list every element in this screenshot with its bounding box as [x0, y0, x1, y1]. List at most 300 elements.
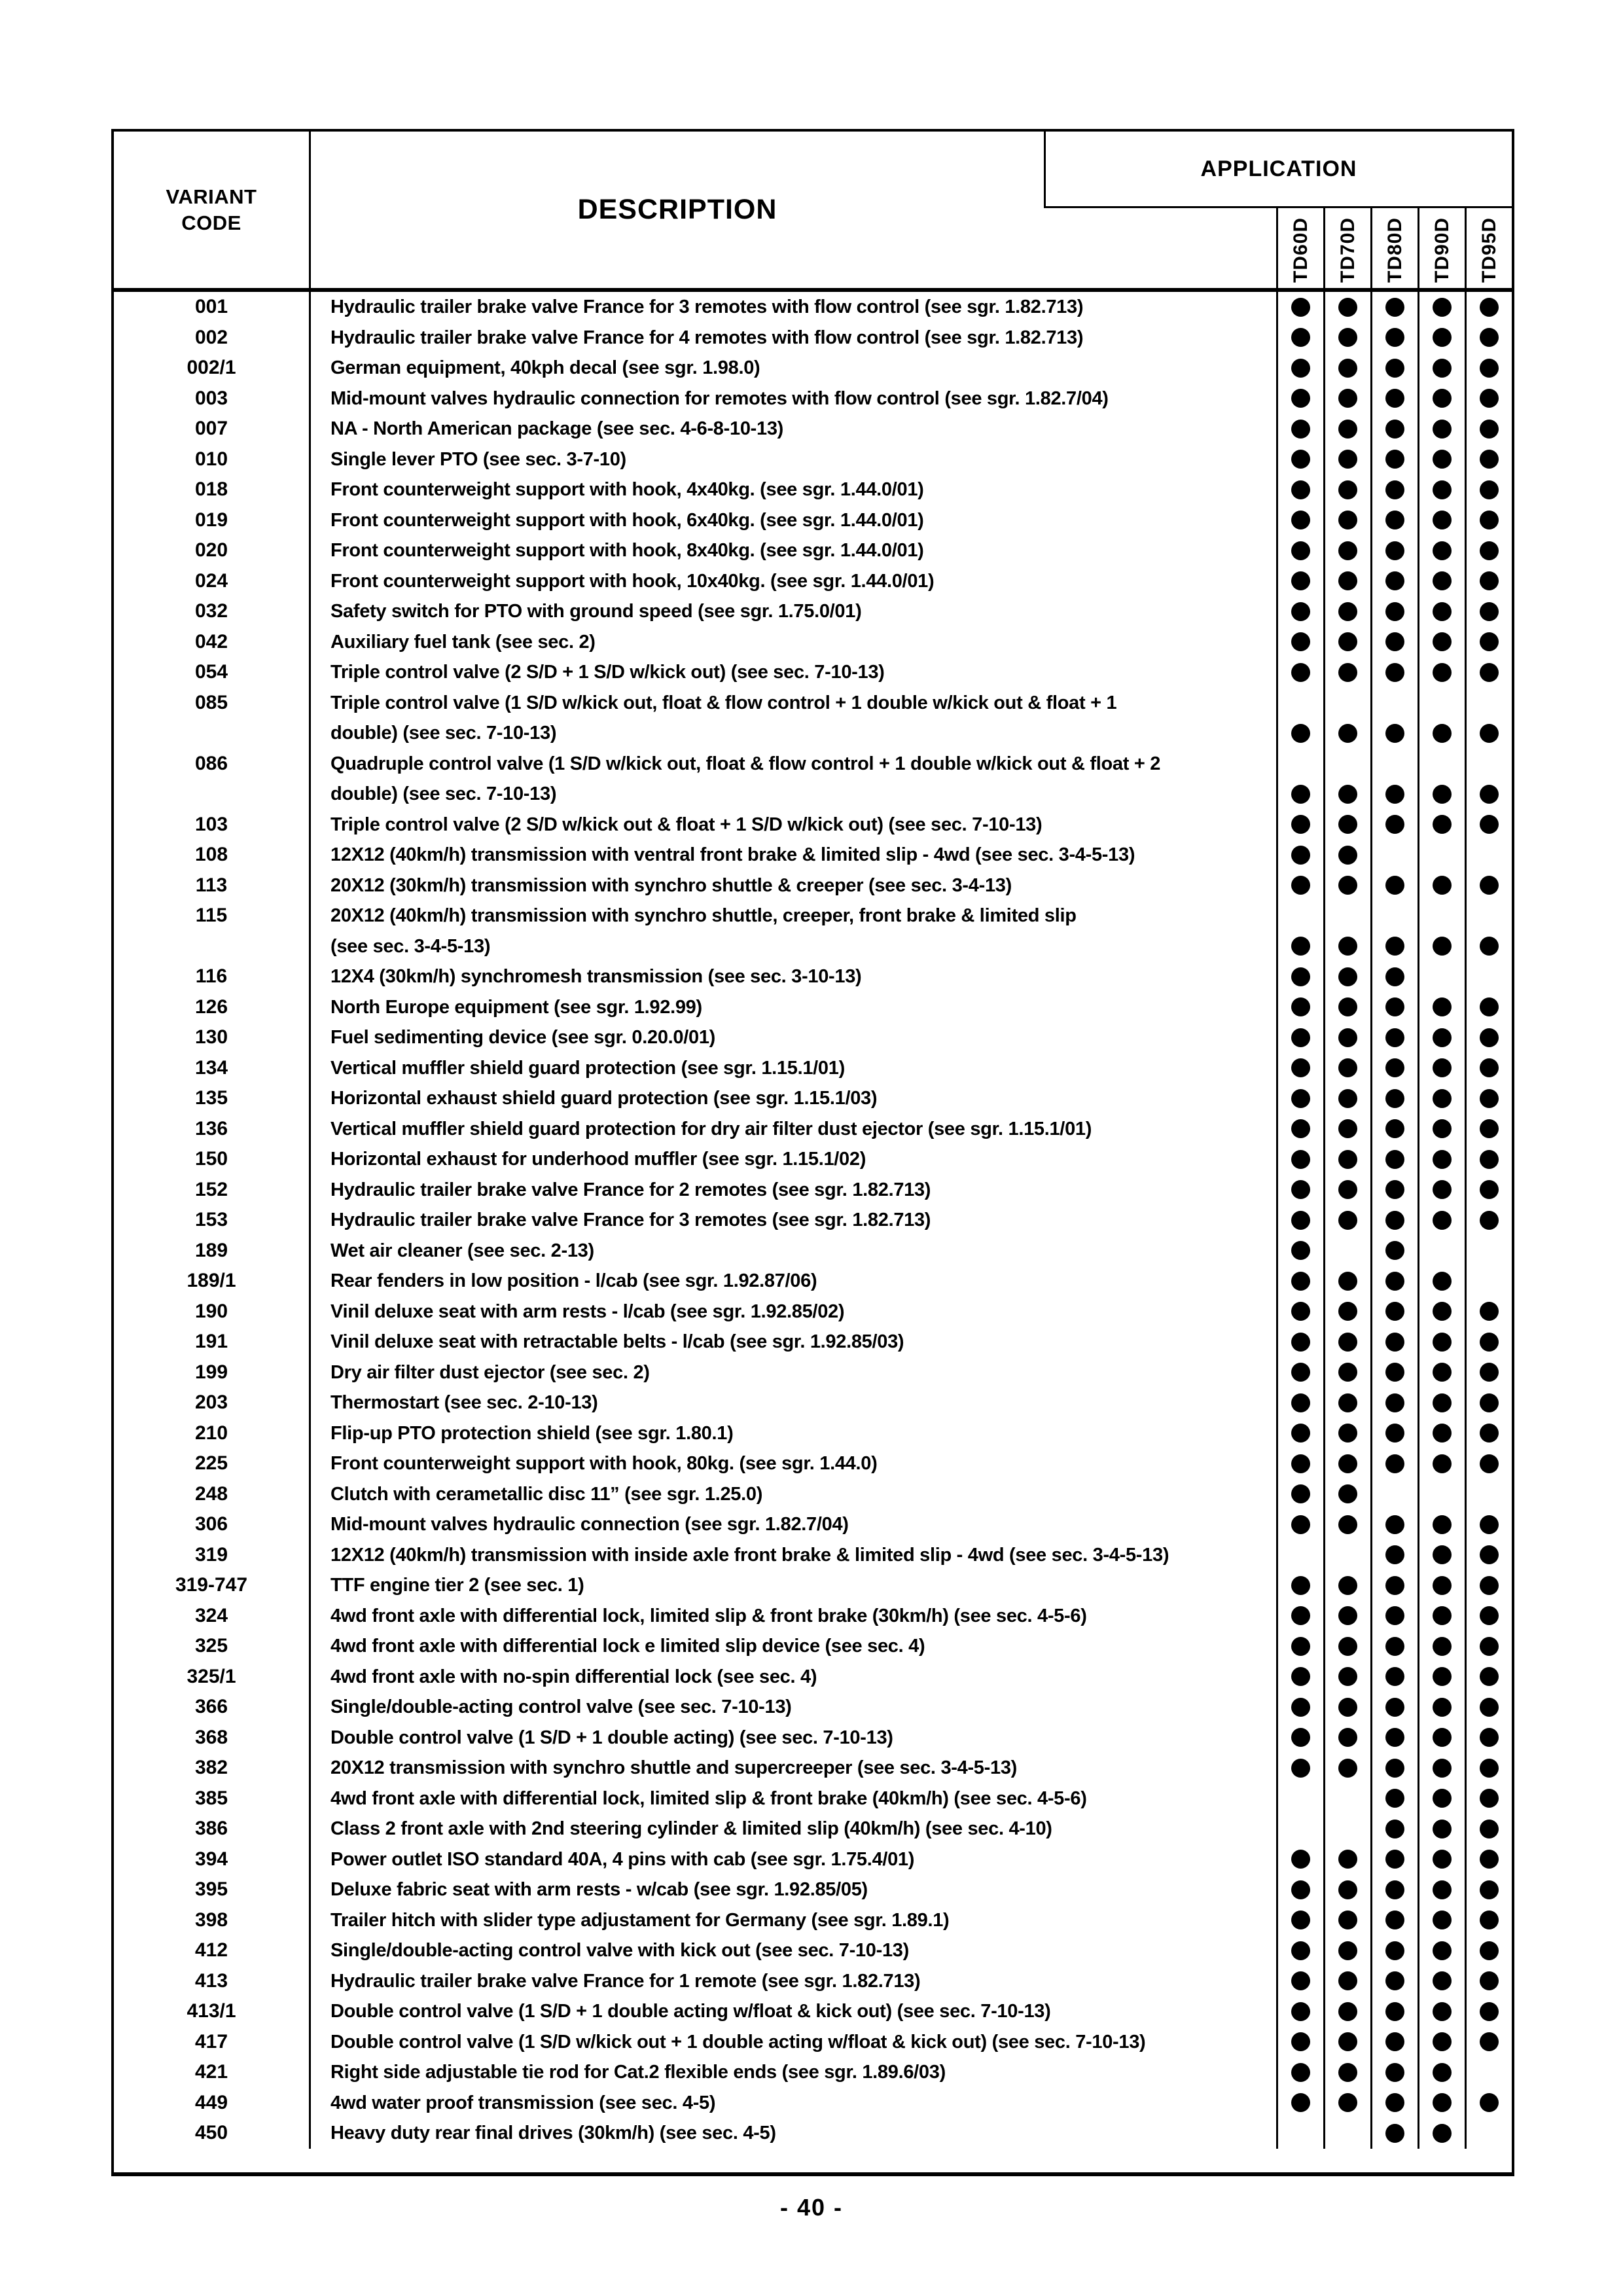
application-cell-td95d [1465, 1966, 1512, 1997]
applicable-dot-icon [1338, 1393, 1357, 1412]
applicable-dot-icon [1433, 2032, 1452, 2051]
application-cell-td90d [1418, 1114, 1465, 1145]
application-cell-td90d [1418, 444, 1465, 475]
applicable-dot-icon [1480, 328, 1499, 347]
application-cell-td90d [1418, 1357, 1465, 1388]
application-cell-td70d [1323, 627, 1370, 658]
applicable-dot-icon [1291, 1058, 1310, 1077]
variant-code-cell: 135 [114, 1083, 311, 1114]
applicable-dot-icon [1433, 359, 1452, 378]
variant-code-cell: 152 [114, 1175, 311, 1206]
model-column-header-td60d [1276, 208, 1323, 288]
applicable-dot-icon [1291, 1089, 1310, 1108]
applicable-dot-icon [1433, 937, 1452, 956]
application-cell-td70d [1323, 384, 1370, 414]
description-cell [311, 1966, 1276, 1997]
applicable-dot-icon [1385, 1545, 1404, 1564]
application-cell-td80d [1370, 2027, 1418, 2058]
application-cell-td95d [1465, 1022, 1512, 1053]
application-cell-td70d [1323, 535, 1370, 566]
applicable-dot-icon [1385, 1454, 1404, 1473]
table-row [114, 414, 1512, 444]
table-row [114, 444, 1512, 475]
application-cell-td80d [1370, 1175, 1418, 1206]
description-cell [311, 1205, 1276, 1236]
application-cell-td70d [1323, 1601, 1370, 1632]
description-line: Horizontal exhaust for underhood muffler (see sgr. 1.15.1/02) [330, 1149, 866, 1170]
application-cell-td70d [1323, 1905, 1370, 1936]
application-cell-td80d [1370, 505, 1418, 536]
description-line: Single lever PTO (see sec. 3-7-10) [330, 448, 626, 470]
applicable-dot-icon [1433, 1698, 1452, 1717]
applicable-dot-icon [1338, 420, 1357, 439]
application-cell-td60d [1276, 1053, 1323, 1084]
description-cell [311, 1388, 1276, 1418]
application-cell-td90d [1418, 475, 1465, 505]
application-cell-td80d [1370, 1297, 1418, 1327]
application-cell-td90d [1418, 1175, 1465, 1206]
applicable-dot-icon [1291, 1119, 1310, 1138]
table-row [114, 2057, 1512, 2088]
application-cell-td80d [1370, 1327, 1418, 1357]
description-line: Quadruple control valve (1 S/D w/kick out, float & flow control + 1 double w/kick out & float + 2 [330, 753, 1161, 774]
applicable-dot-icon [1433, 328, 1452, 347]
application-cell-td95d [1465, 444, 1512, 475]
table-row [114, 292, 1512, 323]
application-cell-td90d [1418, 992, 1465, 1023]
application-cell-td90d [1418, 2118, 1465, 2149]
applicable-dot-icon [1385, 1759, 1404, 1778]
model-label: TD90D [1431, 217, 1453, 283]
application-cell-td80d [1370, 1053, 1418, 1084]
variant-code-cell: 020 [114, 535, 311, 566]
applicable-dot-icon [1385, 602, 1404, 621]
application-cell-td70d [1323, 1266, 1370, 1297]
variant-code-cell: 225 [114, 1448, 311, 1479]
applicable-dot-icon [1385, 1028, 1404, 1047]
applicable-dot-icon [1291, 420, 1310, 439]
application-cell-td95d [1465, 2027, 1512, 2058]
applicable-dot-icon [1480, 1150, 1499, 1169]
application-cell-td60d [1276, 1509, 1323, 1540]
description-line: Single/double-acting control valve (see sec. 7-10-13) [330, 1696, 792, 1717]
table-row [114, 1601, 1512, 1632]
applicable-dot-icon [1385, 571, 1404, 590]
application-cell-td60d [1276, 1418, 1323, 1449]
applicable-dot-icon [1433, 785, 1452, 804]
applicable-dot-icon [1385, 1211, 1404, 1230]
table-row [114, 1905, 1512, 1936]
applicable-dot-icon [1291, 785, 1310, 804]
application-cell-td80d [1370, 2118, 1418, 2149]
application-cell-td70d [1323, 1996, 1370, 2027]
applicable-dot-icon [1480, 663, 1499, 682]
table-row [114, 870, 1512, 901]
table-row [114, 384, 1512, 414]
applicable-dot-icon [1433, 1089, 1452, 1108]
description-line: Power outlet ISO standard 40A, 4 pins with cab (see sgr. 1.75.4/01) [330, 1848, 915, 1870]
applicable-dot-icon [1338, 815, 1357, 834]
application-cell-td95d [1465, 1175, 1512, 1206]
application-cell-td80d [1370, 1509, 1418, 1540]
application-cell-td70d [1323, 1509, 1370, 1540]
description-line: Hydraulic trailer brake valve France for 3 remotes (see sgr. 1.82.713) [330, 1210, 931, 1230]
applicable-dot-icon [1291, 1363, 1310, 1382]
application-cell-td90d [1418, 1053, 1465, 1084]
description-cell [311, 1509, 1276, 1540]
application-cell-td70d [1323, 1662, 1370, 1693]
application-cell-td60d [1276, 2088, 1323, 2119]
application-cell-td95d [1465, 566, 1512, 597]
applicable-dot-icon [1385, 663, 1404, 682]
variant-code-cell: 189 [114, 1236, 311, 1266]
description-line: Clutch with cerametallic disc 11” (see sgr. 1.25.0) [330, 1483, 763, 1505]
description-cell [311, 870, 1276, 901]
table-row [114, 1996, 1512, 2027]
description-line: Auxiliary fuel tank (see sec. 2) [330, 631, 596, 653]
applicable-dot-icon [1291, 1759, 1310, 1778]
application-cell-td95d [1465, 749, 1512, 810]
applicable-dot-icon [1385, 967, 1404, 986]
description-cell [311, 1266, 1276, 1297]
application-cell-td60d [1276, 1479, 1323, 1510]
model-label: TD80D [1383, 217, 1406, 283]
application-cell-td90d [1418, 2027, 1465, 2058]
description-cell [311, 384, 1276, 414]
application-cell-td95d [1465, 475, 1512, 505]
variant-code-cell: 019 [114, 505, 311, 536]
description-line: Hydraulic trailer brake valve France for 4 remotes with flow control (see sgr. 1.82.713) [330, 327, 1084, 348]
table-row [114, 1418, 1512, 1449]
application-cell-td60d [1276, 1570, 1323, 1601]
description-cell [311, 1631, 1276, 1662]
description-cell [311, 1144, 1276, 1175]
applicable-dot-icon [1385, 450, 1404, 469]
applicable-dot-icon [1385, 1393, 1404, 1412]
description-cell [311, 1022, 1276, 1053]
description-cell [311, 1114, 1276, 1145]
table-row [114, 2088, 1512, 2119]
application-cell-td95d [1465, 870, 1512, 901]
application-cell-td90d [1418, 566, 1465, 597]
application-cell-td80d [1370, 657, 1418, 688]
applicable-dot-icon [1480, 541, 1499, 560]
applicable-dot-icon [1480, 632, 1499, 651]
applicable-dot-icon [1385, 511, 1404, 529]
description-cell [311, 1905, 1276, 1936]
variant-code-cell: 001 [114, 292, 311, 323]
application-cell-td95d [1465, 1205, 1512, 1236]
application-cell-td95d [1465, 627, 1512, 658]
applicable-dot-icon [1480, 815, 1499, 834]
applicable-dot-icon [1433, 2002, 1452, 2021]
applicable-dot-icon [1480, 1728, 1499, 1747]
description-cell [311, 1448, 1276, 1479]
applicable-dot-icon [1338, 1850, 1357, 1869]
application-cell-td60d [1276, 475, 1323, 505]
description-line: Front counterweight support with hook, 6x40kg. (see sgr. 1.44.0/01) [330, 509, 924, 531]
description-line: Vertical muffler shield guard protection (see sgr. 1.15.1/01) [330, 1057, 845, 1079]
application-cell-td80d [1370, 1814, 1418, 1844]
variant-code-cell: 366 [114, 1692, 311, 1723]
applicable-dot-icon [1480, 511, 1499, 529]
application-cell-td90d [1418, 870, 1465, 901]
applicable-dot-icon [1480, 1454, 1499, 1473]
application-cell-td60d [1276, 1601, 1323, 1632]
variant-code-header-line2: CODE [181, 211, 241, 234]
applicable-dot-icon [1338, 1941, 1357, 1960]
applicable-dot-icon [1480, 1850, 1499, 1869]
table-row [114, 1540, 1512, 1571]
applicable-dot-icon [1291, 1698, 1310, 1717]
description-line: Double control valve (1 S/D + 1 double acting w/float & kick out) (see sec. 7-10-13) [330, 2001, 1051, 2022]
application-cell-td95d [1465, 2057, 1512, 2088]
application-cell-td90d [1418, 1205, 1465, 1236]
applicable-dot-icon [1385, 2093, 1404, 2112]
variant-code-cell: 199 [114, 1357, 311, 1388]
description-cell [311, 810, 1276, 840]
table-row [114, 2118, 1512, 2149]
description-cell [311, 1723, 1276, 1753]
variant-code-cell: 085 [114, 688, 311, 749]
applicable-dot-icon [1480, 1180, 1499, 1199]
application-cell-td60d [1276, 1784, 1323, 1814]
applicable-dot-icon [1480, 2093, 1499, 2112]
description-line: Front counterweight support with hook, 10x40kg. (see sgr. 1.44.0/01) [330, 570, 935, 592]
applicable-dot-icon [1291, 1333, 1310, 1352]
application-cell-td80d [1370, 1144, 1418, 1175]
description-line: 4wd front axle with differential lock, limited slip & front brake (30km/h) (see sec. 4-5-6) [330, 1605, 1087, 1626]
application-cell-td60d [1276, 596, 1323, 627]
variant-code-cell: 190 [114, 1297, 311, 1327]
description-cell [311, 292, 1276, 323]
applicable-dot-icon [1291, 602, 1310, 621]
application-cell-td70d [1323, 1114, 1370, 1145]
applicable-dot-icon [1433, 1333, 1452, 1352]
application-cell-td90d [1418, 1388, 1465, 1418]
table-row [114, 992, 1512, 1023]
table-row [114, 1266, 1512, 1297]
application-cell-td90d [1418, 1996, 1465, 2027]
applicable-dot-icon [1291, 1515, 1310, 1534]
application-cell-td60d [1276, 1905, 1323, 1936]
application-cell-td95d [1465, 1297, 1512, 1327]
application-cell-td70d [1323, 1631, 1370, 1662]
application-cell-td95d [1465, 1723, 1512, 1753]
applicable-dot-icon [1291, 2002, 1310, 2021]
applicable-dot-icon [1480, 1606, 1499, 1625]
application-cell-td80d [1370, 992, 1418, 1023]
applicable-dot-icon [1433, 1454, 1452, 1473]
applicable-dot-icon [1291, 389, 1310, 408]
table-row [114, 353, 1512, 384]
application-cell-td95d [1465, 688, 1512, 749]
application-cell-td60d [1276, 505, 1323, 536]
description-cell [311, 657, 1276, 688]
applicable-dot-icon [1338, 1028, 1357, 1047]
description-line: 20X12 (30km/h) transmission with synchro shuttle & creeper (see sec. 3-4-13) [330, 874, 1012, 896]
application-cell-td90d [1418, 1570, 1465, 1601]
application-cell-td80d [1370, 961, 1418, 992]
description-cell [311, 901, 1276, 961]
application-cell-td60d [1276, 1236, 1323, 1266]
application-cell-td80d [1370, 1996, 1418, 2027]
table-row [114, 657, 1512, 688]
description-line: Horizontal exhaust shield guard protection (see sgr. 1.15.1/03) [330, 1088, 878, 1109]
applicable-dot-icon [1385, 1333, 1404, 1352]
variant-code-cell: 130 [114, 1022, 311, 1053]
application-cell-td95d [1465, 1114, 1512, 1145]
applicable-dot-icon [1385, 1910, 1404, 1929]
application-cell-td80d [1370, 1266, 1418, 1297]
description-cell [311, 1935, 1276, 1966]
applicable-dot-icon [1385, 328, 1404, 347]
applicable-dot-icon [1338, 724, 1357, 743]
application-cell-td70d [1323, 1297, 1370, 1327]
applicable-dot-icon [1385, 541, 1404, 560]
variant-code-cell: 325 [114, 1631, 311, 1662]
application-cell-td90d [1418, 384, 1465, 414]
applicable-dot-icon [1433, 1728, 1452, 1747]
description-line: Right side adjustable tie rod for Cat.2 flexible ends (see sgr. 1.89.6/03) [330, 2062, 946, 2083]
application-cell-td80d [1370, 1784, 1418, 1814]
application-cell-td95d [1465, 2118, 1512, 2149]
application-cell-td90d [1418, 505, 1465, 536]
applicable-dot-icon [1338, 1302, 1357, 1321]
application-cell-td90d [1418, 1631, 1465, 1662]
application-cell-td60d [1276, 2118, 1323, 2149]
application-cell-td70d [1323, 2118, 1370, 2149]
applicable-dot-icon [1291, 815, 1310, 834]
applicable-dot-icon [1433, 663, 1452, 682]
applicable-dot-icon [1338, 450, 1357, 469]
application-cell-td60d [1276, 657, 1323, 688]
application-cell-td80d [1370, 1236, 1418, 1266]
applicable-dot-icon [1385, 298, 1404, 317]
application-cell-td95d [1465, 1905, 1512, 1936]
applicable-dot-icon [1291, 1180, 1310, 1199]
applicable-dot-icon [1480, 1880, 1499, 1899]
table-row [114, 749, 1512, 810]
description-cell [311, 627, 1276, 658]
applicable-dot-icon [1385, 1150, 1404, 1169]
applicable-dot-icon [1338, 1637, 1357, 1656]
application-cell-td70d [1323, 1327, 1370, 1357]
application-cell-td80d [1370, 535, 1418, 566]
description-cell [311, 1996, 1276, 2027]
applicable-dot-icon [1480, 1545, 1499, 1564]
applicable-dot-icon [1433, 1667, 1452, 1686]
application-cell-td70d [1323, 1723, 1370, 1753]
application-cell-td80d [1370, 901, 1418, 961]
variant-code-cell: 003 [114, 384, 311, 414]
application-cell-td70d [1323, 1448, 1370, 1479]
application-cell-td95d [1465, 1784, 1512, 1814]
description-cell [311, 2057, 1276, 2088]
applicable-dot-icon [1291, 480, 1310, 499]
variant-code-cell: 382 [114, 1753, 311, 1784]
application-cell-td90d [1418, 596, 1465, 627]
application-cell-td70d [1323, 1753, 1370, 1784]
application-cell-td90d [1418, 1784, 1465, 1814]
application-cell-td95d [1465, 1844, 1512, 1875]
variant-code-cell: 248 [114, 1479, 311, 1510]
variant-code-cell: 398 [114, 1905, 311, 1936]
applicable-dot-icon [1385, 1880, 1404, 1899]
page-number: - 40 - [779, 2194, 844, 2221]
applicable-dot-icon [1480, 1789, 1499, 1808]
application-cell-td90d [1418, 1297, 1465, 1327]
description-line: double) (see sec. 7-10-13) [330, 723, 557, 744]
application-cell-td70d [1323, 2088, 1370, 2119]
applicable-dot-icon [1291, 1454, 1310, 1473]
description-line: Single/double-acting control valve with kick out (see sec. 7-10-13) [330, 1940, 909, 1961]
application-cell-td90d [1418, 1509, 1465, 1540]
applicable-dot-icon [1338, 937, 1357, 956]
application-cell-td80d [1370, 1540, 1418, 1571]
applicable-dot-icon [1338, 1910, 1357, 1929]
description-cell [311, 1327, 1276, 1357]
application-cell-td70d [1323, 1357, 1370, 1388]
table-row [114, 961, 1512, 992]
description-line: Triple control valve (2 S/D w/kick out & float + 1 S/D w/kick out) (see sec. 7-10-13) [330, 814, 1043, 835]
applicable-dot-icon [1433, 1545, 1452, 1564]
application-cell-td90d [1418, 1448, 1465, 1479]
applicable-dot-icon [1385, 1971, 1404, 1990]
variant-code-cell: 010 [114, 444, 311, 475]
applicable-dot-icon [1338, 1150, 1357, 1169]
applicable-dot-icon [1338, 1119, 1357, 1138]
description-line: 4wd front axle with differential lock, limited slip & front brake (40km/h) (see sec. 4-5-6) [330, 1787, 1087, 1809]
table-row [114, 1053, 1512, 1084]
application-cell-td90d [1418, 1874, 1465, 1905]
applicable-dot-icon [1385, 1850, 1404, 1869]
applicable-dot-icon [1480, 571, 1499, 590]
description-cell [311, 961, 1276, 992]
application-cell-td90d [1418, 414, 1465, 444]
application-cell-td80d [1370, 1905, 1418, 1936]
application-cell-td60d [1276, 1723, 1323, 1753]
variant-code-cell: 385 [114, 1784, 311, 1814]
applicable-dot-icon [1433, 2124, 1452, 2143]
description-cell [311, 1083, 1276, 1114]
variant-code-cell: 449 [114, 2088, 311, 2119]
table-row [114, 505, 1512, 536]
applicable-dot-icon [1433, 1028, 1452, 1047]
application-cell-td60d [1276, 1540, 1323, 1571]
applicable-dot-icon [1433, 571, 1452, 590]
application-cell-td70d [1323, 688, 1370, 749]
table-row [114, 1723, 1512, 1753]
applicable-dot-icon [1433, 1910, 1452, 1929]
application-cell-td60d [1276, 1692, 1323, 1723]
application-cell-td70d [1323, 1418, 1370, 1449]
applicable-dot-icon [1385, 997, 1404, 1016]
applicable-dot-icon [1291, 1028, 1310, 1047]
table-row [114, 1144, 1512, 1175]
application-cell-td95d [1465, 657, 1512, 688]
description-line: North Europe equipment (see sgr. 1.92.99) [330, 996, 702, 1018]
applicable-dot-icon [1433, 1880, 1452, 1899]
application-cell-td95d [1465, 1144, 1512, 1175]
application-cell-td60d [1276, 535, 1323, 566]
application-cell-td70d [1323, 1844, 1370, 1875]
application-cell-td95d [1465, 992, 1512, 1023]
application-cell-td60d [1276, 2057, 1323, 2088]
application-cell-td60d [1276, 1996, 1323, 2027]
applicable-dot-icon [1385, 1119, 1404, 1138]
description-cell [311, 535, 1276, 566]
